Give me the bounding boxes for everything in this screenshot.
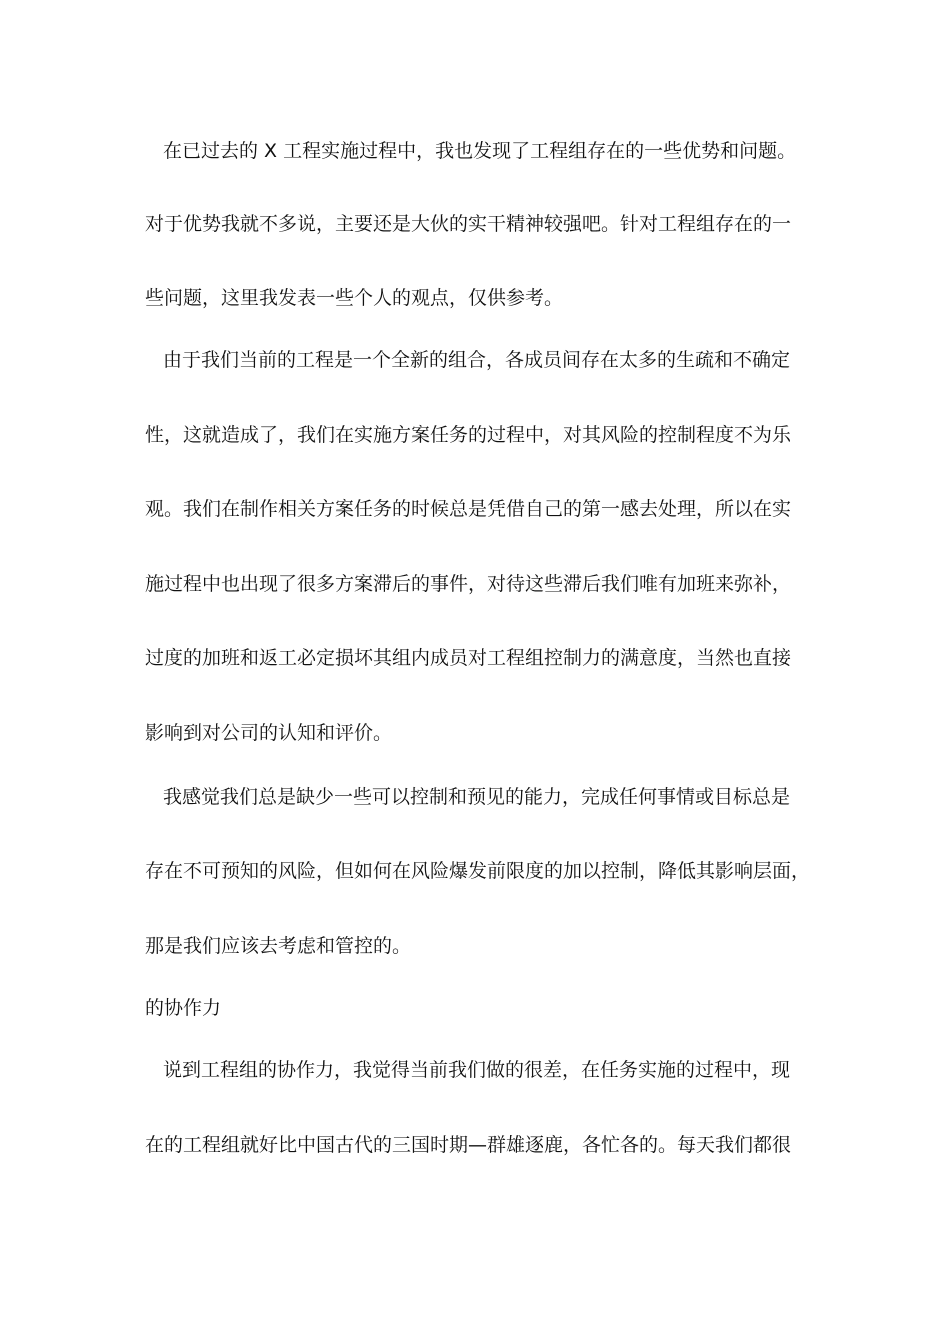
paragraph-1-line-1: 在已过去的 X 工程实施过程中，我也发现了工程组存在的一些优势和问题。: [163, 140, 797, 162]
paragraph-2-line-1: 由于我们当前的工程是一个全新的组合，各成员间存在太多的生疏和不确定: [163, 349, 791, 371]
paragraph-2-line-4: 施过程中也出现了很多方案滞后的事件，对待这些滞后我们唯有加班来弥补，: [145, 573, 792, 595]
section-heading: 的协作力: [145, 997, 222, 1019]
paragraph-3-line-1: 我感觉我们总是缺少一些可以控制和预见的能力，完成任何事情或目标总是: [163, 786, 791, 808]
paragraph-1-line-2: 对于优势我就不多说，主要还是大伙的实干精神较强吧。针对工程组存在的一: [145, 213, 792, 235]
paragraph-2-line-2: 性，这就造成了，我们在实施方案任务的过程中，对其风险的控制程度不为乐: [145, 424, 792, 446]
paragraph-3-line-2: 存在不可预知的风险，但如何在风险爆发前限度的加以控制，降低其影响层面，: [145, 860, 811, 882]
paragraph-2-line-3: 观。我们在制作相关方案任务的时候总是凭借自己的第一感去处理，所以在实: [145, 498, 792, 520]
paragraph-1-line-3: 些问题，这里我发表一些个人的观点，仅供参考。: [145, 287, 564, 309]
paragraph-5-line-1: 说到工程组的协作力，我觉得当前我们做的很差，在任务实施的过程中，现: [163, 1059, 791, 1081]
paragraph-5-line-2: 在的工程组就好比中国古代的三国时期—群雄逐鹿，各忙各的。每天我们都很: [145, 1134, 792, 1156]
paragraph-3-line-3: 那是我们应该去考虑和管控的。: [145, 935, 412, 957]
paragraph-2-line-5: 过度的加班和返工必定损坏其组内成员对工程组控制力的满意度，当然也直接: [145, 647, 792, 669]
paragraph-2-line-6: 影响到对公司的认知和评价。: [145, 722, 393, 744]
